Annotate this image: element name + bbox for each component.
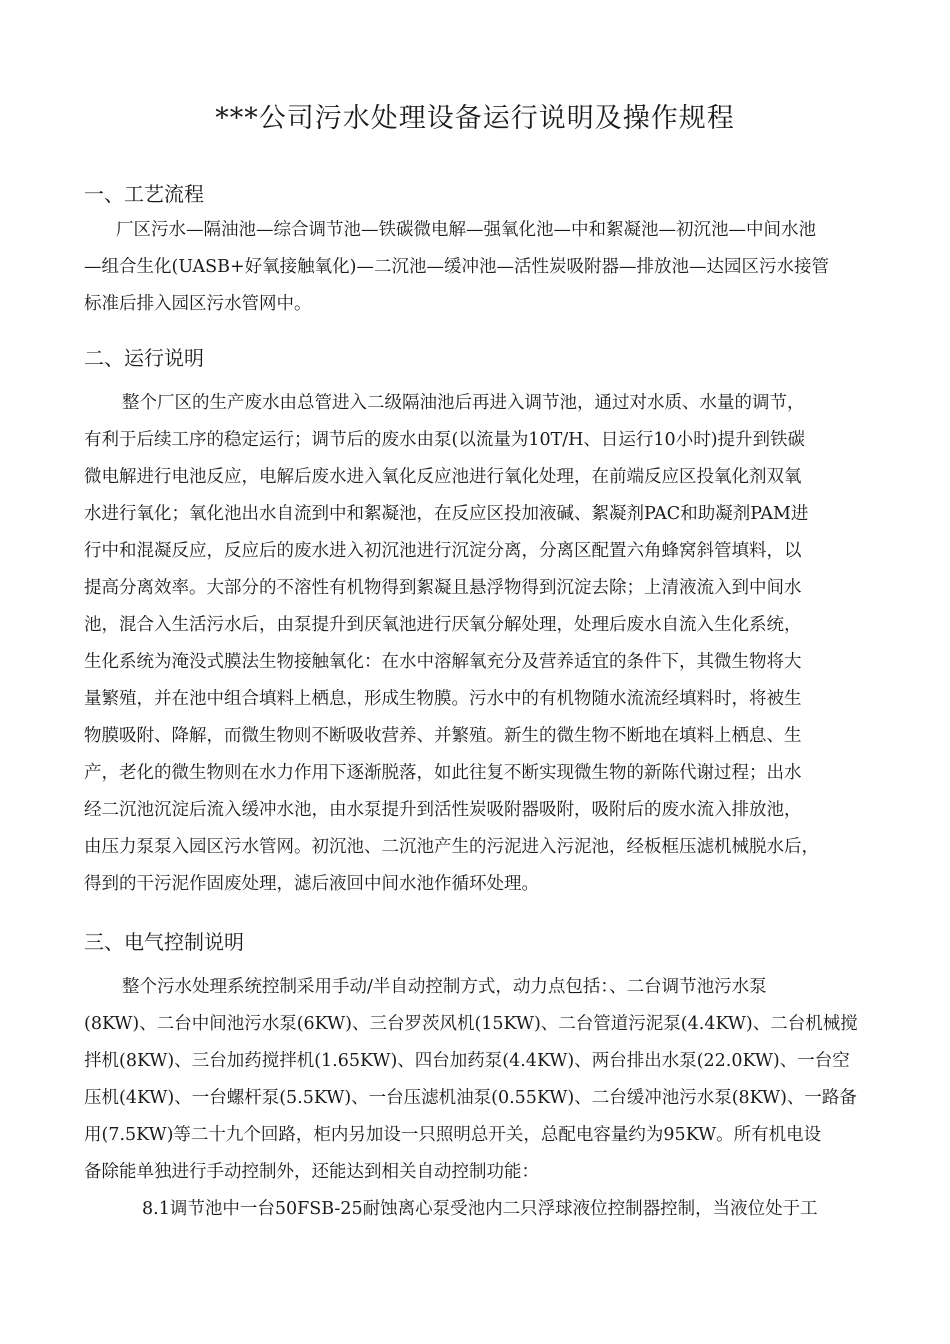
- section-heading-operation: 二、运行说明: [84, 346, 204, 370]
- paragraph-line: 经二沉池沉淀后流入缓冲水池，由水泵提升到活性炭吸附器吸附，吸附后的废水流入排放池，: [84, 800, 802, 820]
- section-body-process-flow: [84, 212, 884, 323]
- paragraph-line: (8KW)、二台中间池污水泵(6KW)、三台罗茨风机(15KW)、二台管道污泥泵(4.4KW)、二台机械搅: [84, 1014, 858, 1034]
- paragraph-line: 标准后排入园区污水管网中。: [84, 294, 312, 314]
- paragraph-line: 行中和混凝反应，反应后的废水进入初沉池进行沉淀分离，分离区配置六角蜂窝斜管填料，以: [84, 541, 802, 561]
- paragraph-line: 由压力泵泵入园区污水管网。初沉池、二沉池产生的污泥进入污泥池，经板框压滤机械脱水后，: [84, 837, 819, 857]
- paragraph-line: 池，混合入生活污水后，由泵提升到厌氧池进行厌氧分解处理，处理后废水自流入生化系统，: [84, 615, 802, 635]
- paragraph-line: 水进行氧化；氧化池出水自流到中和絮凝池，在反应区投加液碱、絮凝剂PAC和助凝剂PAM进: [84, 504, 809, 524]
- paragraph-line: 8.1调节池中一台50FSB-25耐蚀离心泵受池内二只浮球液位控制器控制，当液位处于工: [142, 1199, 818, 1219]
- paragraph-line: 用(7.5KW)等二十九个回路，柜内另加设一只照明总开关，总配电容量约为95KW。所有机电设: [84, 1125, 822, 1145]
- section-heading-process-flow: 一、工艺流程: [84, 182, 204, 206]
- paragraph-line: —组合生化(UASB+好氧接触氧化)—二沉池—缓冲池—活性炭吸附器—排放池—达园区污水接管: [84, 257, 830, 277]
- section-heading-electrical-control: 三、电气控制说明: [84, 930, 244, 954]
- paragraph-line: 整个污水处理系统控制采用手动/半自动控制方式，动力点包括：、二台调节池污水泵: [122, 977, 767, 997]
- paragraph-line: 得到的干污泥作固废处理，滤后液回中间水池作循环处理。: [84, 874, 539, 894]
- paragraph-line: 厂区污水—隔油池—综合调节池—铁碳微电解—强氧化池—中和絮凝池—初沉池—中间水池: [116, 220, 816, 240]
- paragraph-line: 产，老化的微生物则在水力作用下逐渐脱落，如此往复不断实现微生物的新陈代谢过程；出水: [84, 763, 802, 783]
- paragraph-line: 生化系统为淹没式膜法生物接触氧化：在水中溶解氧充分及营养适宜的条件下，其微生物将大: [84, 652, 802, 672]
- section-body-electrical-control: [84, 969, 884, 1228]
- paragraph-line: 拌机(8KW)、三台加药搅拌机(1.65KW)、四台加药泵(4.4KW)、两台排出水泵(22.0KW)、一台空: [84, 1051, 850, 1071]
- document-title: ***公司污水处理设备运行说明及操作规程: [215, 103, 735, 134]
- paragraph-line: 整个厂区的生产废水由总管进入二级隔油池后再进入调节池，通过对水质、水量的调节，: [122, 393, 805, 413]
- paragraph-line: 压机(4KW)、一台螺杆泵(5.5KW)、一台压滤机油泵(0.55KW)、二台缓冲池污水泵(8KW)、一路备: [84, 1088, 857, 1108]
- section-body-operation: [84, 385, 884, 903]
- paragraph-line: 量繁殖，并在池中组合填料上栖息，形成生物膜。污水中的有机物随水流流经填料时，将被生: [84, 689, 802, 709]
- paragraph-line: 提高分离效率。大部分的不溶性有机物得到絮凝且悬浮物得到沉淀去除；上清液流入到中间水: [84, 578, 802, 598]
- paragraph-line: 微电解进行电池反应，电解后废水进入氧化反应池进行氧化处理，在前端反应区投氧化剂双氧: [84, 467, 802, 487]
- paragraph-line: 有利于后续工序的稳定运行；调节后的废水由泵(以流量为10T/H、日运行10小时)提升到铁碳: [84, 430, 806, 450]
- paragraph-line: 物膜吸附、降解，而微生物则不断吸收营养、并繁殖。新生的微生物不断地在填料上栖息、生: [84, 726, 802, 746]
- paragraph-line: 备除能单独进行手动控制外，还能达到相关自动控制功能：: [84, 1162, 539, 1182]
